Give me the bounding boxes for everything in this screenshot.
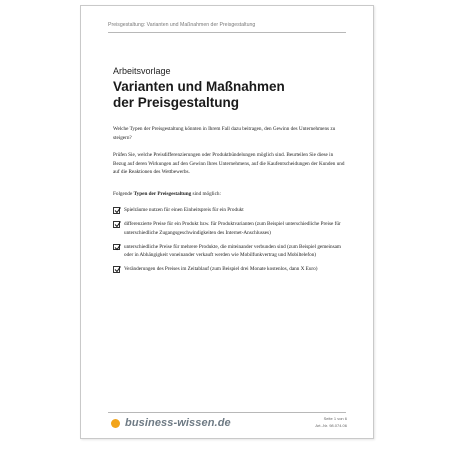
title-line-1: Varianten und Maßnahmen — [113, 79, 285, 94]
title-line-2: der Preisgestaltung — [113, 94, 240, 110]
list-item — [113, 206, 345, 215]
page-number: Seite 1 von 6 — [323, 416, 347, 421]
checklist — [113, 206, 345, 280]
document-title — [113, 79, 353, 110]
list-item-text: unterschiedliche Preise für mehrere Produkte, die miteinander verbunden sind (zum Beispiel gemeinsam oder in Abhängigkeit voneinander verkauft werden wie Mobilfunkvertrag und Mobiltelefon) — [124, 243, 341, 259]
running-header: Preisgestaltung: Varianten und Maßnahmen der Preisgestaltung — [108, 22, 256, 28]
list-intro-suffix: sind möglich: — [191, 191, 221, 197]
list-item — [113, 265, 345, 274]
list-intro-bold: Typen der Preisgestaltung — [133, 191, 192, 197]
list-item — [113, 220, 345, 237]
logo-text: business-wissen.de — [125, 417, 231, 429]
page-info — [315, 416, 347, 429]
document-kind: Arbeitsvorlage — [113, 66, 171, 76]
list-intro-prefix: Folgende — [113, 191, 134, 197]
list-item-text: Spielräume nutzen für einen Einheitspreis für ein Produkt — [124, 207, 244, 213]
checked-box-icon — [113, 266, 120, 273]
document-page — [80, 5, 374, 439]
footer-divider — [108, 412, 346, 413]
instruction-paragraph: Prüfen Sie, welche Preisdifferenzierungen oder Produktbündelungen möglich sind. Beurteilen Sie diese in Bezug auf deren Wirkungen auf den Gewinn Ihres Unternehmens, auf die Kaufentscheidungen der Kunden und auf die Reaktionen des Wettbewerbs. — [113, 152, 345, 176]
list-intro — [113, 190, 345, 199]
checked-box-icon — [113, 207, 120, 214]
checked-box-icon — [113, 221, 120, 228]
question-paragraph: Welche Typen der Preisgestaltung könnten in Ihrem Fall dazu beitragen, den Gewinn des Unternehmens zu steigern? — [113, 126, 336, 141]
list-item-text: Veränderungen des Preises im Zeitablauf (zum Beispiel drei Monate kostenlos, dann X Euro) — [124, 266, 318, 273]
list-item — [113, 243, 345, 260]
checked-box-icon — [113, 244, 120, 251]
logo-dot-icon — [111, 419, 120, 428]
business-wissen-logo — [111, 416, 231, 430]
header-divider — [108, 32, 346, 33]
list-item-text: differenzierte Preise für ein Produkt bzw. für Produktvarianten (zum Beispiel unterschiedliche Preise für unterschiedliche Zugangsgeschwindigkeiten des Internet-Anschlusses) — [124, 221, 341, 236]
article-number: Art.-Nr. 98.074.06 — [315, 422, 347, 428]
